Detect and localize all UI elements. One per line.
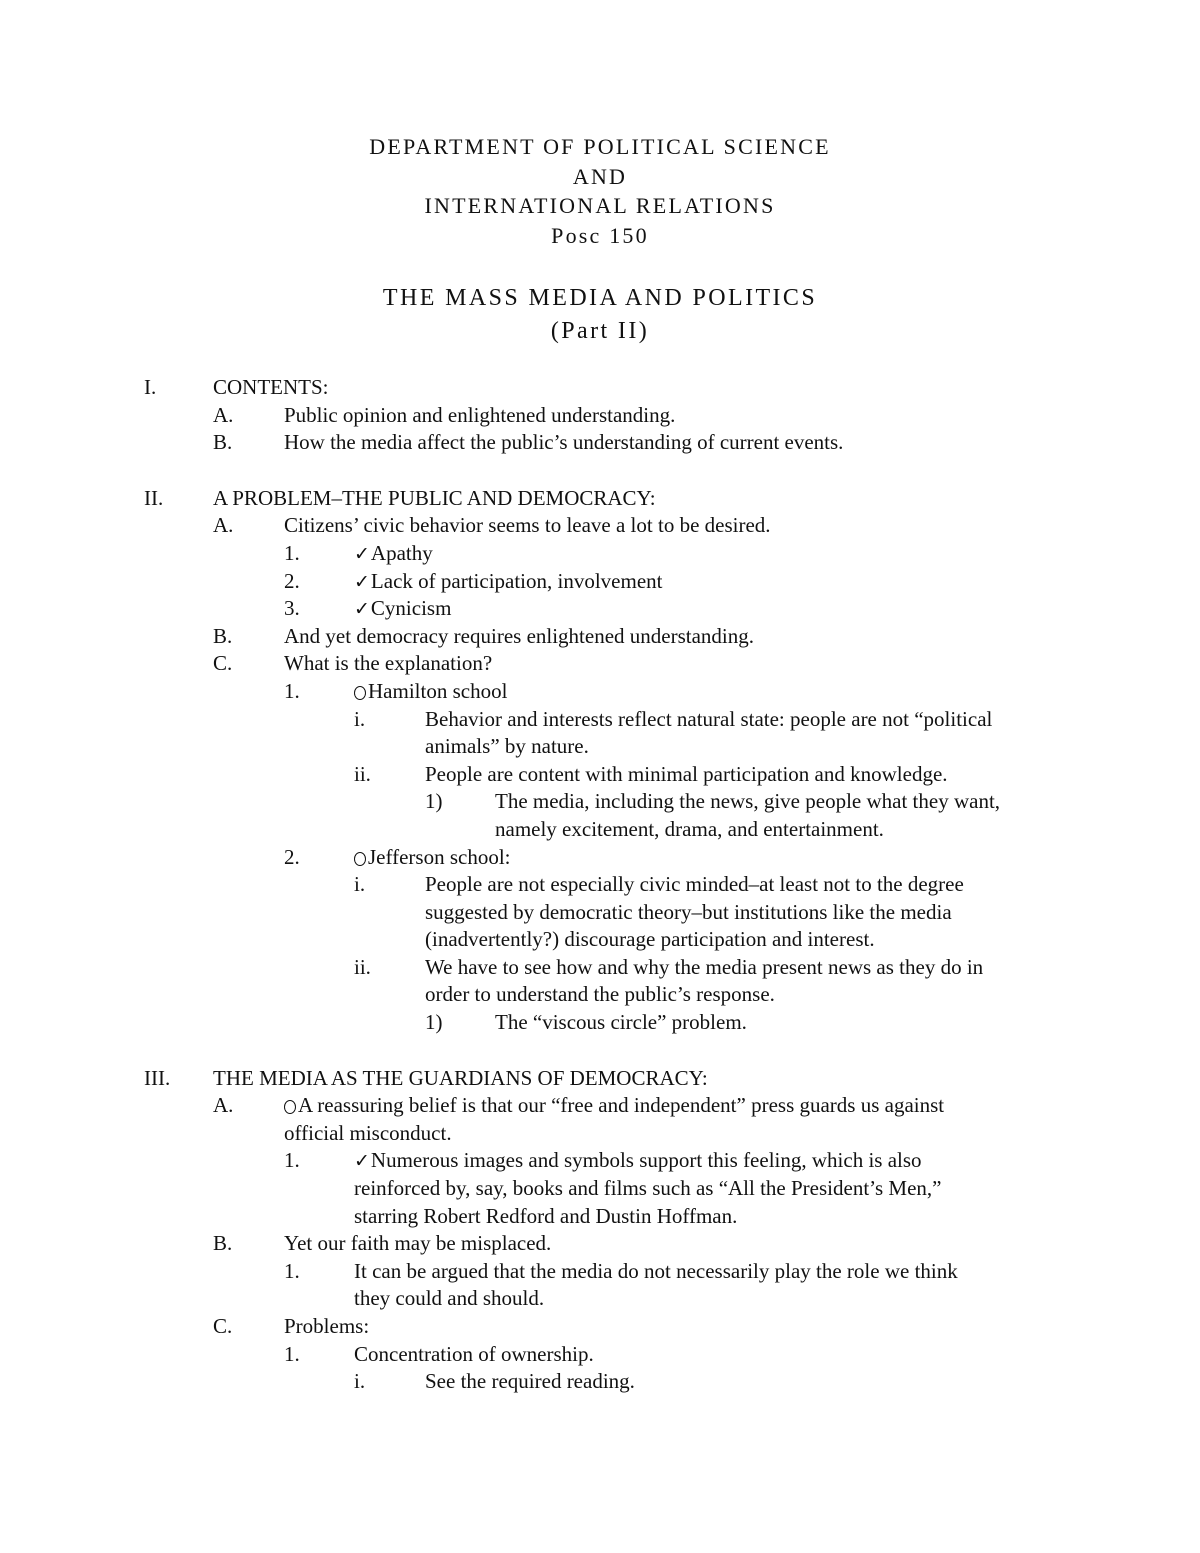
text: official misconduct.: [284, 1120, 452, 1145]
outline-item-text: [284, 650, 492, 678]
outline-item-text: [495, 816, 884, 844]
outline-marker: 1.: [284, 540, 300, 565]
outline-item: [0, 402, 1200, 430]
text: Lack of participation, involvement: [370, 568, 663, 593]
text: People are content with minimal participation and knowledge.: [425, 761, 948, 786]
outline-item-text: [354, 678, 507, 706]
text: namely excitement, drama, and entertainment.: [495, 816, 884, 841]
outline-item-text: [354, 1203, 737, 1231]
outline-marker: 3.: [284, 596, 300, 621]
outline-item: [0, 512, 1200, 540]
text: reinforced by, say, books and films such as “All the President’s Men,”: [354, 1176, 942, 1201]
outline-item-text: [284, 1092, 944, 1120]
section-spacer: [0, 1037, 1200, 1065]
section-spacer: [0, 457, 1200, 485]
outline-item-text: [354, 568, 663, 597]
outline-marker: B.: [213, 623, 233, 648]
outline-marker: A.: [213, 1093, 234, 1118]
section-heading: [213, 1065, 708, 1093]
outline-item-text: [354, 1285, 544, 1313]
outline-item: [0, 1368, 1200, 1396]
text: It can be argued that the media do not necessarily play the role we think: [354, 1258, 958, 1283]
outline-marker: 2.: [284, 568, 300, 593]
outline-item: [0, 954, 1200, 982]
department-header: [0, 132, 1200, 250]
outline-item-text: [284, 402, 675, 430]
outline-marker: ii.: [354, 954, 371, 979]
header-line: DEPARTMENT OF POLITICAL SCIENCE: [369, 134, 831, 159]
text: A PROBLEM–THE PUBLIC AND DEMOCRACY:: [213, 485, 656, 510]
text: Hamilton school: [368, 678, 508, 703]
outline-item-text: [425, 706, 992, 734]
document-subtitle: (Part II): [550, 318, 650, 344]
text: Public opinion and enlightened understanding.: [284, 402, 676, 427]
outline: [0, 374, 1200, 1396]
outline-item: [0, 899, 1200, 927]
outline-marker: B.: [213, 1231, 233, 1256]
outline-item: [0, 595, 1200, 623]
outline-item: [0, 733, 1200, 761]
text: Concentration of ownership.: [354, 1341, 594, 1366]
outline-marker: C.: [213, 651, 233, 676]
outline-marker: 1.: [284, 1258, 300, 1283]
check-mark-icon: ✓: [354, 570, 370, 593]
check-mark-icon: ✓: [354, 542, 370, 565]
outline-item-text: [284, 1230, 551, 1258]
outline-marker: III.: [144, 1065, 171, 1090]
outline-item: [0, 1313, 1200, 1341]
check-mark-icon: ✓: [354, 598, 370, 621]
section-heading-line: [0, 485, 1200, 513]
outline-item-text: [354, 844, 511, 872]
outline-item: [0, 981, 1200, 1009]
outline-item: [0, 1341, 1200, 1369]
outline-item-text: [425, 733, 589, 761]
text: Jefferson school:: [368, 844, 511, 869]
outline-marker: 1): [425, 1010, 443, 1035]
outline-item: [0, 623, 1200, 651]
text: See the required reading.: [425, 1369, 635, 1394]
text: Numerous images and symbols support this feeling, which is also: [370, 1148, 922, 1173]
text: The “viscous circle” problem.: [495, 1010, 747, 1035]
outline-item: [0, 816, 1200, 844]
outline-item: [0, 1009, 1200, 1037]
outline-item: [0, 1230, 1200, 1258]
outline-item-text: [354, 1175, 941, 1203]
text: animals” by nature.: [425, 734, 589, 759]
outline-marker: A.: [213, 402, 234, 427]
header-line: INTERNATIONAL RELATIONS: [424, 193, 776, 218]
outline-marker: i.: [354, 1369, 366, 1394]
text: The media, including the news, give people what they want,: [495, 789, 1001, 814]
outline-item: [0, 926, 1200, 954]
text: How the media affect the public’s understanding of current events.: [284, 430, 844, 455]
outline-item: [0, 429, 1200, 457]
text: Yet our faith may be misplaced.: [284, 1231, 552, 1256]
outline-item: [0, 1258, 1200, 1286]
text: A reassuring belief is that our “free and independent” press guards us against: [298, 1093, 945, 1118]
text: Apathy: [370, 540, 433, 565]
outline-item: [0, 678, 1200, 706]
outline-item-text: [425, 871, 964, 899]
outline-item: [0, 1147, 1200, 1175]
section-heading: [213, 485, 656, 513]
outline-marker: C.: [213, 1314, 233, 1338]
outline-item: [0, 1120, 1200, 1148]
outline-item-text: [495, 788, 1000, 816]
outline-item-text: [425, 899, 952, 927]
outline-marker: 1.: [284, 678, 300, 703]
outline-item-text: [425, 926, 875, 954]
outline-marker: B.: [213, 430, 233, 455]
text: We have to see how and why the media present news as they do in: [425, 954, 984, 979]
outline-marker: ii.: [354, 761, 371, 786]
text: CONTENTS:: [213, 375, 329, 399]
outline-item: [0, 1092, 1200, 1120]
outline-item-text: [425, 954, 983, 982]
outline-item: [0, 844, 1200, 872]
outline-item: [0, 871, 1200, 899]
outline-item: [0, 650, 1200, 678]
outline-item: [0, 788, 1200, 816]
outline-marker: 1): [425, 789, 443, 814]
text: they could and should.: [354, 1286, 545, 1311]
text: Cynicism: [370, 596, 452, 621]
header-line: AND: [572, 163, 628, 189]
outline-item-text: [354, 1341, 594, 1369]
open-circle-icon: [354, 686, 366, 700]
text: Problems:: [284, 1314, 370, 1338]
outline-marker: 1.: [284, 1148, 300, 1173]
outline-item-text: [425, 1368, 635, 1396]
outline-item-text: [425, 761, 948, 789]
outline-marker: A.: [213, 513, 234, 538]
document-title: THE MASS MEDIA AND POLITICS: [382, 285, 818, 311]
text: suggested by democratic theory–but institutions like the media: [425, 899, 952, 924]
open-circle-icon: [354, 852, 366, 866]
check-mark-icon: ✓: [354, 1150, 370, 1173]
outline-item-text: [354, 540, 433, 569]
outline-item: [0, 540, 1200, 568]
section-heading-line: [0, 374, 1200, 402]
outline-marker: 2.: [284, 844, 300, 869]
outline-item: [0, 706, 1200, 734]
section-heading: [213, 374, 329, 402]
outline-item: [0, 1285, 1200, 1313]
outline-item-text: [284, 1313, 369, 1341]
outline-item: [0, 1175, 1200, 1203]
outline-item-text: [495, 1009, 747, 1037]
text: People are not especially civic minded–at least not to the degree: [425, 872, 964, 897]
section-heading-line: [0, 1065, 1200, 1093]
text: And yet democracy requires enlightened understanding.: [284, 623, 755, 648]
open-circle-icon: [284, 1100, 296, 1114]
outline-item: [0, 761, 1200, 789]
text: (inadvertently?) discourage participation and interest.: [425, 927, 875, 952]
outline-item: [0, 1203, 1200, 1231]
outline-item-text: [354, 595, 451, 624]
outline-item-text: [284, 1120, 452, 1148]
text: Behavior and interests reflect natural state: people are not “political: [425, 706, 993, 731]
outline-marker: i.: [354, 872, 366, 897]
course-code: Posc 150: [551, 222, 649, 248]
outline-item-text: [354, 1147, 922, 1176]
outline-item-text: [284, 623, 754, 651]
text: starring Robert Redford and Dustin Hoffman.: [354, 1203, 738, 1228]
outline-marker: i.: [354, 706, 366, 731]
outline-marker: I.: [144, 375, 157, 399]
document-title-block: [0, 282, 1200, 348]
outline-item-text: [284, 429, 843, 457]
outline-item: [0, 568, 1200, 596]
outline-marker: 1.: [284, 1341, 300, 1366]
outline-item-text: [354, 1258, 958, 1286]
text: What is the explanation?: [284, 651, 493, 676]
text: Citizens’ civic behavior seems to leave a lot to be desired.: [284, 513, 771, 538]
outline-marker: II.: [144, 485, 164, 510]
outline-item-text: [425, 981, 775, 1009]
outline-item-text: [284, 512, 771, 540]
text: THE MEDIA AS THE GUARDIANS OF DEMOCRACY:: [213, 1065, 708, 1090]
text: order to understand the public’s response.: [425, 982, 775, 1007]
